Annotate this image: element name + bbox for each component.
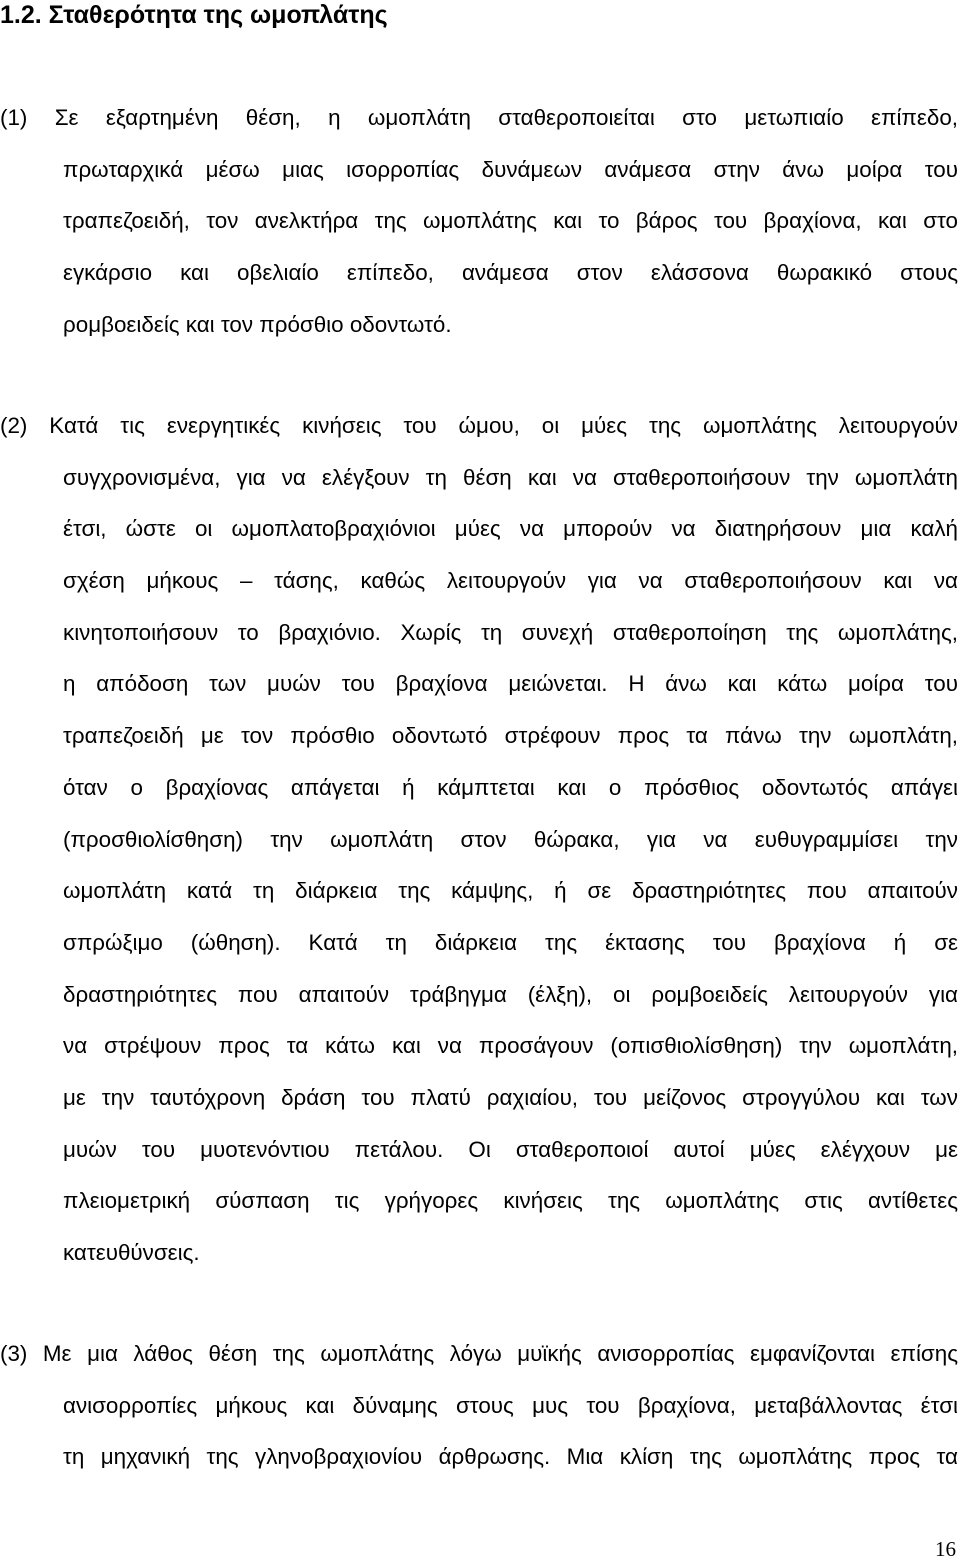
- text-line: όταν ο βραχίονας απάγεται ή κάμπτεται και ο πρόσθιος οδοντωτός απάγει: [63, 774, 958, 800]
- text-line: ρομβοειδείς και τον πρόσθιο οδοντωτό.: [63, 311, 452, 337]
- text-line: δραστηριότητες που απαιτούν τράβηγμα (έλξη), οι ρομβοειδείς λειτουργούν για: [63, 981, 958, 1007]
- text-line: σχέση μήκους – τάσης, καθώς λειτουργούν για να σταθεροποιήσουν και να: [63, 568, 958, 594]
- text-line: ανισορροπίες μήκους και δύναμης στους μυς του βραχίονα, μεταβάλλοντας έτσι: [63, 1392, 958, 1418]
- text-line: συγχρονισμένα, για να ελέγξουν τη θέση και να σταθεροποιήσουν την ωμοπλάτη: [63, 464, 958, 490]
- text-line: η απόδοση των μυών του βραχίονα μειώνεται. Η άνω και κάτω μοίρα του: [63, 671, 958, 697]
- text-line: πλειομετρική σύσπαση τις γρήγορες κινήσεις της ωμοπλάτης στις αντίθετες: [63, 1188, 958, 1214]
- paragraph-2: [0, 400, 960, 1279]
- text-line: σπρώξιμο (ώθηση). Κατά τη διάρκεια της έκτασης του βραχίονα ή σε: [63, 929, 958, 955]
- text-line: τη μηχανική της γληνοβραχιονίου άρθρωσης. Μια κλίση της ωμοπλάτης προς τα: [63, 1444, 958, 1470]
- text-line: κινητοποιήσουν το βραχιόνιο. Χωρίς τη συνεχή σταθεροποίηση της ωμοπλάτης,: [63, 619, 958, 645]
- text-line: εγκάρσιο και οβελιαίο επίπεδο, ανάμεσα στον ελάσσονα θωρακικό στους: [63, 260, 958, 286]
- paragraph-3: [0, 1328, 960, 1483]
- text-line: έτσι, ώστε οι ωμοπλατοβραχιόνιοι μύες να μπορούν να διατηρήσουν μια καλή: [63, 516, 958, 542]
- text-line: να στρέψουν προς τα κάτω και να προσάγουν (οπισθιολίσθηση) την ωμοπλάτη,: [63, 1033, 958, 1059]
- text-line: (2) Κατά τις ενεργητικές κινήσεις του ώμου, οι μύες της ωμοπλάτης λειτουργούν: [0, 413, 958, 438]
- text-line: (3) Με μια λάθος θέση της ωμοπλάτης λόγω μυϊκής ανισορροπίας εμφανίζονται επίσης: [0, 1341, 958, 1366]
- text-line: πρωταρχικά μέσω μιας ισορροπίας δυνάμεων ανάμεσα στην άνω μοίρα του: [63, 156, 958, 182]
- paragraph-1: [0, 92, 960, 350]
- text-line: (1) Σε εξαρτημένη θέση, η ωμοπλάτη σταθεροποιείται στο μετωπιαίο επίπεδο,: [0, 105, 958, 130]
- page-number: 16: [935, 1537, 956, 1561]
- section-heading: 1.2. Σταθερότητα της ωμοπλάτης: [0, 1, 388, 29]
- text-line: μυών του μυοτενόντιου πετάλου. Οι σταθεροποιοί αυτοί μύες ελέγχουν με: [63, 1136, 958, 1162]
- text-line: τραπεζοειδή με τον πρόσθιο οδοντωτό στρέφουν προς τα πάνω την ωμοπλάτη,: [63, 723, 958, 749]
- text-line: με την ταυτόχρονη δράση του πλατύ ραχιαίου, του μείζονος στρογγύλου και των: [63, 1084, 958, 1110]
- text-line: τραπεζοειδή, τον ανελκτήρα της ωμοπλάτης και το βάρος του βραχίονα, και στο: [63, 208, 958, 234]
- text-line: (προσθιολίσθηση) την ωμοπλάτη στον θώρακα, για να ευθυγραμμίσει την: [63, 826, 958, 852]
- text-line: κατευθύνσεις.: [63, 1240, 200, 1265]
- text-line: ωμοπλάτη κατά τη διάρκεια της κάμψης, ή σε δραστηριότητες που απαιτούν: [63, 878, 958, 904]
